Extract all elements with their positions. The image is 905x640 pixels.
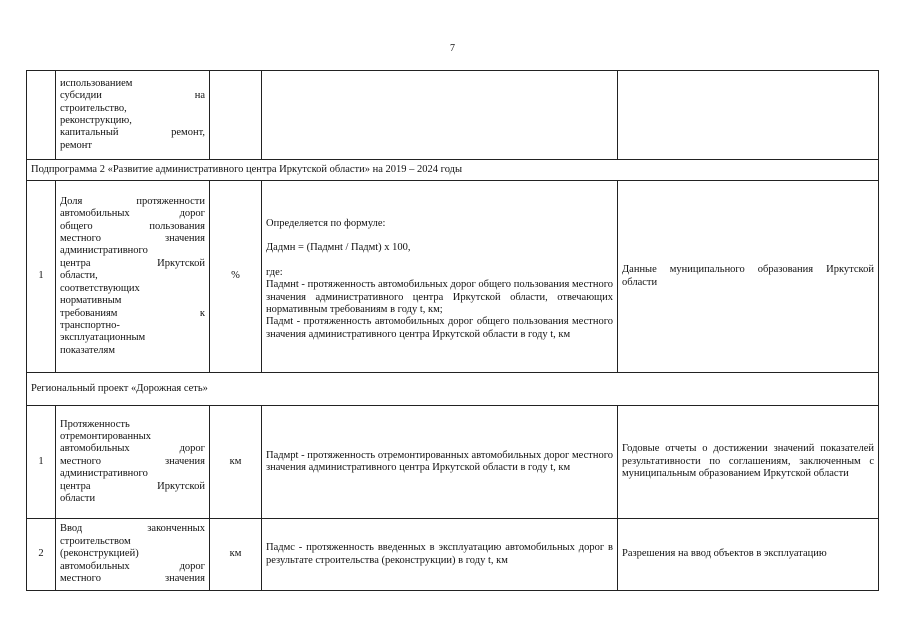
name-line: административного xyxy=(60,468,148,480)
section-row xyxy=(27,160,879,181)
name-line: капитальный ремонт, xyxy=(60,127,205,139)
name-line: отремонтированных xyxy=(60,430,151,442)
table-row-continuation xyxy=(27,71,879,160)
unit-cell: % xyxy=(210,181,262,373)
row-number-cell: 2 xyxy=(27,519,56,591)
name-line: субсидии на xyxy=(60,90,205,102)
section-row xyxy=(27,373,879,406)
name-line: местного значения xyxy=(60,573,205,585)
name-line: реконструкцию, xyxy=(60,115,132,126)
method-cell: Падмс - протяженность введенных в эксплуатацию автомобильных дорог в результате строительства (реконструкции) в году t, км xyxy=(262,519,618,591)
unit-cell xyxy=(210,71,262,160)
name-line: автомобильных дорог xyxy=(60,208,205,220)
name-line: местного значения xyxy=(60,233,205,245)
row-number-cell xyxy=(27,71,56,160)
source-cell: Разрешения на ввод объектов в эксплуатацию xyxy=(618,519,879,591)
name-line: автомобильных дорог xyxy=(60,443,205,455)
indicator-name-cell xyxy=(56,406,210,519)
table-row xyxy=(27,519,879,591)
name-line: ремонт xyxy=(60,139,93,151)
method-cell xyxy=(262,71,618,160)
page-number: 7 xyxy=(450,43,455,54)
name-line: административного xyxy=(60,245,148,257)
formula: Дадмн = (Падмнt / Падмt) х 100, xyxy=(266,242,411,254)
indicators-table xyxy=(26,70,879,591)
name-line: транспортно- xyxy=(60,319,120,331)
name-line: Протяженность xyxy=(60,418,130,430)
name-line: строительством xyxy=(60,535,131,547)
name-line: эксплуатационным xyxy=(60,332,146,344)
method-cell xyxy=(262,181,618,373)
name-line: центра Иркутской xyxy=(60,480,205,492)
name-line: требованиям к xyxy=(60,307,205,319)
row-number-cell: 1 xyxy=(27,181,56,373)
unit-cell: км xyxy=(210,519,262,591)
section-title-subprogram: Подпрограмма 2 «Развитие административного центра Иркутской области» на 2019 – 2024 годы xyxy=(27,160,879,181)
name-line: показателям xyxy=(60,344,115,356)
name-line: нормативным xyxy=(60,295,122,307)
formula-definition: Падмt - протяженность автомобильных дорог общего пользования местного значения административного центра Иркутской области в году t, км xyxy=(266,316,613,340)
source-cell xyxy=(618,71,879,160)
unit-cell: км xyxy=(210,406,262,519)
name-line: области, xyxy=(60,270,98,282)
name-line: (реконструкцией) xyxy=(60,548,139,560)
method-cell: Падмрt - протяженность отремонтированных автомобильных дорог местного значения административного центра Иркутской области в году t, км xyxy=(262,406,618,519)
name-line: строительство, xyxy=(60,102,127,114)
formula-definition: Падмнt - протяженность автомобильных дорог общего пользования местного значения административного центра Иркутской области, отвечающих нормативным требованиям в году t, км; xyxy=(266,279,613,315)
table-row xyxy=(27,406,879,519)
indicator-name-cell xyxy=(56,181,210,373)
name-line: соответствующих xyxy=(60,282,140,294)
name-line: местного значения xyxy=(60,455,205,467)
name-line: центра Иркутской xyxy=(60,257,205,269)
name-line: Доля протяженности xyxy=(60,195,205,207)
source-cell: Данные муниципального образования Иркутской области xyxy=(618,181,879,373)
name-line: области xyxy=(60,493,96,505)
name-line: автомобильных дорог xyxy=(60,560,205,572)
formula-where: где: xyxy=(266,266,283,278)
section-title-regional-project: Региональный проект «Дорожная сеть» xyxy=(27,373,879,406)
formula-intro: Определяется по формуле: xyxy=(266,217,386,229)
source-cell: Годовые отчеты о достижении значений показателей результативности по соглашениям, заключенным с муниципальным образованием Иркутской области xyxy=(618,406,879,519)
name-line: общего пользования xyxy=(60,220,205,232)
table-row xyxy=(27,181,879,373)
name-line: использованием xyxy=(60,77,133,89)
row-number-cell: 1 xyxy=(27,406,56,519)
indicator-name-cell xyxy=(56,519,210,591)
indicator-name-cell xyxy=(56,71,210,160)
name-line: Ввод законченных xyxy=(60,523,205,535)
